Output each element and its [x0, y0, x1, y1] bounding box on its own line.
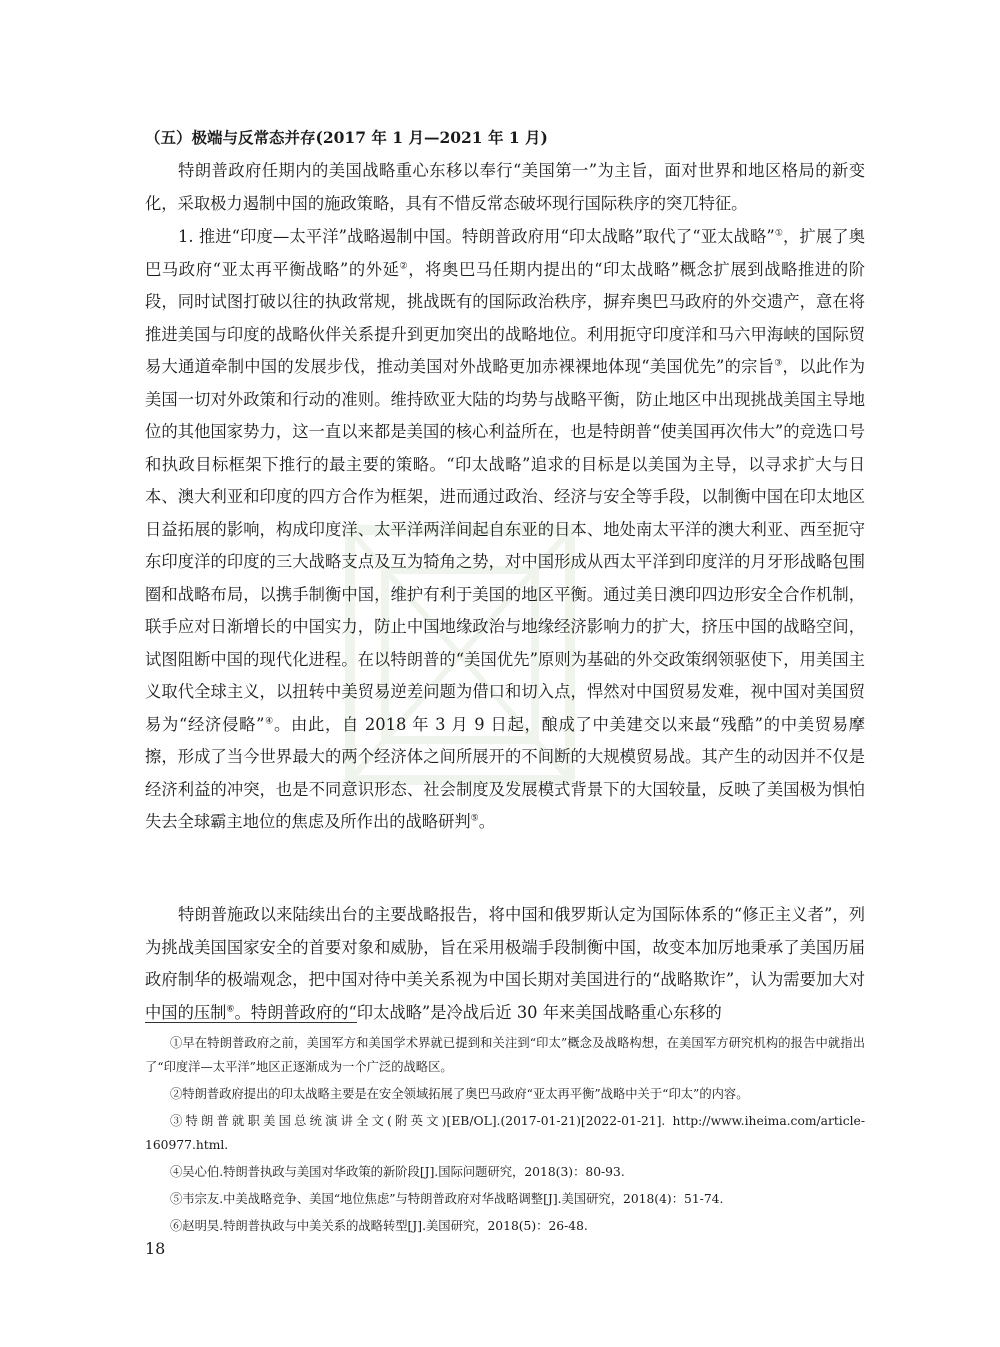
footnote-3: ③特朗普就职美国总统演讲全文(附英文)[EB/OL].(2017-01-21)[2022-01-21]. http://www.iheima.com/article-160977.html.	[145, 1114, 865, 1152]
paragraph-segment: 。	[478, 812, 496, 831]
section-heading: （五）极端与反常态并存(2017 年 1 月—2021 年 1 月)	[145, 128, 548, 147]
footnote-2: ②特朗普政府提出的印太战略主要是在安全领域拓展了奥巴马政府“亚太再平衡”战略中关于“印太”的内容。	[170, 1087, 749, 1101]
footnotes	[145, 1031, 865, 1241]
paragraph-segment: ，将奥巴马任期内提出的“印太战略”概念扩展到战略推进的阶段，同时试图打破以往的执政常规，挑战既有的国际政治秩序，摒弃奥巴马政府的外交遗产，意在将推进美国与印度的战略伙伴关系提升到更加突出的战略地位。利用扼守印度洋和马六甲海峡的国际贸易大通道牵制中国的发展步伐，推动美国对外战略更加赤裸裸地体现“美国优先”的宗旨	[145, 259, 866, 376]
footnote-mark-1[interactable]: ①	[774, 228, 784, 239]
footnote-6: ⑥赵明昊.特朗普执政与中美关系的战略转型[J].美国研究，2018(5)：26-48.	[170, 1219, 588, 1233]
paragraph-segment: 1. 推进“印度—太平洋”战略遏制中国。特朗普政府用“印太战略”取代了“亚太战略”	[178, 227, 775, 246]
paragraph-segment: 特朗普施政以来陆续出台的主要战略报告，将中国和俄罗斯认定为国际体系的“修正主义者”，列为挑战美国国家安全的首要对象和威胁，旨在采用极端手段制衡中国，故变本加厉地秉承了美国历届政府制华的极端观念，把中国对待中美关系视为中国长期对美国进行的“战略欺诈”，认为需要加大对中国的压制	[145, 905, 865, 1022]
footnote-mark-3[interactable]: ③	[774, 358, 783, 369]
footnote-divider	[145, 1022, 357, 1023]
footnote-5: ⑤韦宗友.中美战略竞争、美国“地位焦虑”与特朗普政府对华战略调整[J].美国研究，2018(4)：51-74.	[170, 1192, 724, 1206]
footnote-1: ①早在特朗普政府之前，美国军方和美国学术界就已提到和关注到“印太”概念及战略构想，在美国军方研究机构的报告中就指出了“印度洋—太平洋”地区正逐渐成为一个广泛的战略区。	[145, 1036, 865, 1074]
footnote-mark-2[interactable]: ②	[399, 261, 409, 272]
paragraph-segment: ，扩展了奥巴马政府“亚太再平衡战略”的外延	[145, 227, 865, 279]
paragraph-strategy-reports	[145, 899, 865, 1029]
paragraph-intro-text: 特朗普政府任期内的美国战略重心东移以奉行“美国第一”为主旨，面对世界和地区格局的新变化，采取极力遏制中国的施政策略，具有不惜反常态破坏现行国际秩序的突兀特征。	[145, 161, 865, 213]
paragraph-segment: ，以此作为美国一切对外政策和行动的准则。维持欧亚大陆的均势与战略平衡，防止地区中出现挑战美国主导地位的其他国家势力，这一直以来都是美国的核心利益所在，也是特朗普“使美国再次伟大”的竞选口号和执政目标框架下推行的最主要的策略。“印太战略”追求的目标是以美国为主导，以寻求扩大与日本、澳大利亚和印度的四方合作为框架，进而通过政治、经济与安全等手段，以制衡中国在印太地区日益拓展的影响，构成印度洋、太平洋两洋间起自东亚的日本、地处南太平洋的澳大利亚、西至扼守东印度洋的印度的三大战略支点及互为犄角之势，对中国形成从西太平洋到印度洋的月牙形战略包围圈和战略布局，以携手制衡中国，维护有利于美国的地区平衡。通过美日澳印四边形安全合作机制，联手应对日渐增长的中国实力，防止中国地缘政治与地缘经济影响力的扩大，挤压中国的战略空间，试图阻断中国的现代化进程。在以特朗普的“美国优先”原则为基础的外交政策纲领驱使下，用美国主义取代全球主义，以扭转中美贸易逆差问题为借口和切入点，悍然对中国贸易发难，视中国对美国贸易为“经济侵略”	[145, 357, 865, 734]
paragraph-segment: 。由此，自 2018 年 3 月 9 日起，酿成了中美建交以来最“残酷”的中美贸易摩擦，形成了当今世界最大的两个经济体之间所展开的不间断的大规模贸易战。其产生的动因并不仅是经济利益的冲突，也是不同意识形态、社会制度及发展模式背景下的大国较量，反映了美国极为惧怕失去全球霸主地位的焦虑及所作出的战略研判	[145, 714, 865, 831]
footnote-mark-5[interactable]: ⑤	[470, 813, 479, 824]
footnote-mark-6[interactable]: ⑥	[226, 1004, 235, 1015]
paragraph-segment: 。特朗普政府的“印太战略”是冷战后近 30 年来美国战略重心东移的	[234, 1002, 722, 1022]
paragraph-indo-pacific	[145, 221, 865, 839]
page-number: 18	[145, 1239, 166, 1258]
footnote-4: ④吴心伯.特朗普执政与美国对华政策的新阶段[J].国际问题研究，2018(3)：80-93.	[170, 1165, 625, 1179]
paragraph-intro	[145, 155, 865, 220]
footnote-mark-4[interactable]: ④	[264, 716, 274, 727]
